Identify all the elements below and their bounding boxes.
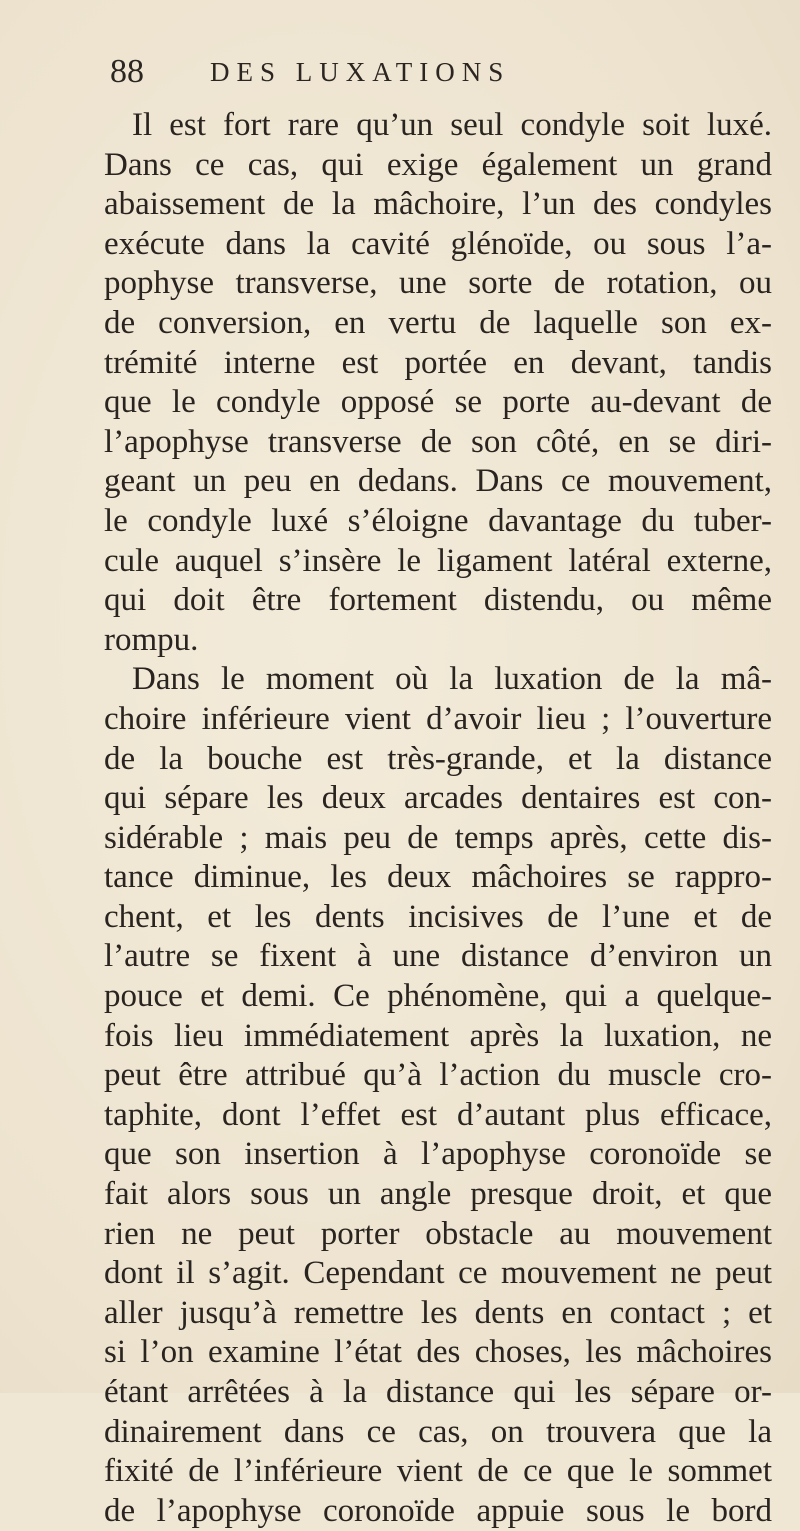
text-line: chent, et les dents incisives de l’une et de (104, 898, 772, 935)
text-line: le condyle luxé s’éloigne davantage du tuber- (104, 502, 772, 539)
text-line: de la bouche est très-grande, et la distance (104, 740, 772, 777)
text-line: choire inférieure vient d’avoir lieu ; l’ouverture (104, 700, 772, 737)
text-line: que le condyle opposé se porte au-devant de (104, 384, 772, 421)
text-line: taphite, dont l’effet est d’autant plus efficace, (104, 1096, 772, 1133)
running-title: DES LUXATIONS (210, 57, 511, 87)
text-line: pouce et demi. Ce phénomène, qui a quelque- (104, 978, 772, 1015)
text-line: l’autre se fixent à une distance d’environ un (104, 938, 772, 975)
text-line: étant arrêtées à la distance qui les sépare or- (104, 1374, 772, 1410)
text-line: pophyse transverse, une sorte de rotation, ou (104, 265, 772, 302)
text-line: dont il s’agit. Cependant ce mouvement ne peut (104, 1255, 772, 1292)
text-line: de l’apophyse coronoïde appuie sous le bord (104, 1492, 772, 1529)
page-number: 88 (110, 53, 144, 90)
text-line: peut être attribué qu’à l’action du muscle cro- (104, 1057, 772, 1094)
text-line: cule auquel s’insère le ligament latéral externe, (104, 542, 772, 579)
text-line: geant un peu en dedans. Dans ce mouvement, (104, 463, 772, 500)
paragraph (104, 106, 772, 660)
text-line: Il est fort rare qu’un seul condyle soit luxé. (132, 107, 772, 143)
body-text (104, 106, 772, 1531)
text-line: tance diminue, les deux mâchoires se rappro- (104, 859, 772, 896)
text-line: Dans ce cas, qui exige également un grand (104, 146, 772, 183)
text-line: fois lieu immédiatement après la luxation, ne (104, 1017, 772, 1054)
text-line: que son insertion à l’apophyse coronoïde se (104, 1136, 772, 1173)
text-line: l’apophyse transverse de son côté, en se diri- (104, 423, 772, 460)
text-line: si l’on examine l’état des choses, les mâchoires (104, 1334, 772, 1371)
text-line: aller jusqu’à remettre les dents en contact ; et (104, 1294, 772, 1331)
text-line: fait alors sous un angle presque droit, et que (104, 1176, 772, 1213)
text-line: qui doit être fortement distendu, ou même (104, 582, 772, 619)
text-line: dinairement dans ce cas, on trouvera que la (104, 1413, 772, 1450)
text-line: rien ne peut porter obstacle au mouvement (104, 1215, 772, 1252)
text-line: fixité de l’inférieure vient de ce que le sommet (104, 1453, 772, 1490)
text-line: qui sépare les deux arcades dentaires est con- (104, 780, 772, 817)
running-head (110, 52, 750, 92)
text-line: Dans le moment où la luxation de la mâ- (132, 661, 772, 698)
text-line: abaissement de la mâchoire, l’un des condyles (104, 186, 772, 223)
text-line: trémité interne est portée en devant, tandis (104, 344, 772, 381)
text-line: sidérable ; mais peu de temps après, cette dis- (104, 819, 772, 856)
text-line: de conversion, en vertu de laquelle son ex- (104, 304, 772, 341)
text-line: rompu. (104, 621, 199, 658)
paragraph (104, 660, 772, 1531)
text-line: exécute dans la cavité glénoïde, ou sous l’a- (104, 225, 772, 262)
